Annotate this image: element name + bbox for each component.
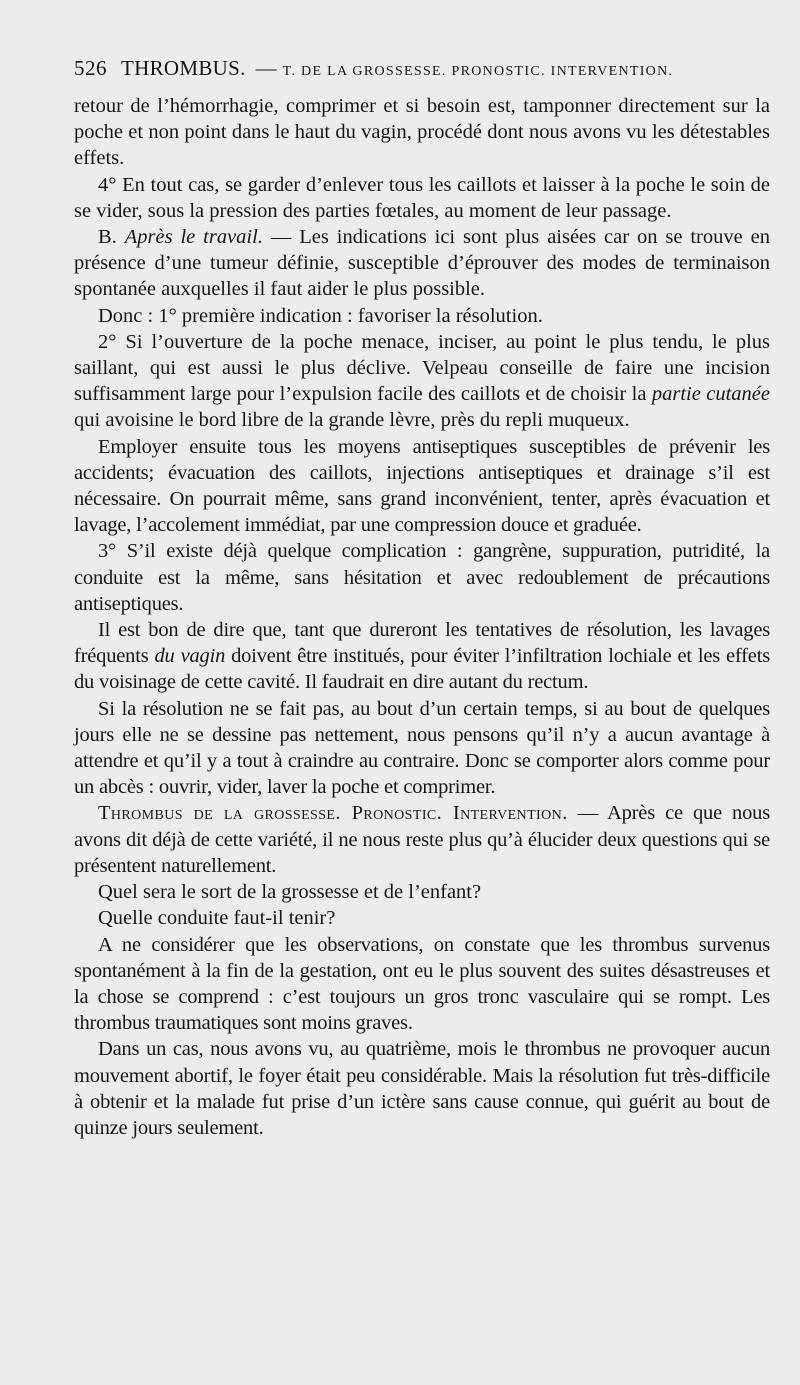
paragraph-10-text: — Après ce que nous avons dit déjà de cette variété, il ne nous reste plus qu’à élucider deux questions qui se présentent naturellement. [74, 802, 770, 877]
header-dash: — [255, 56, 277, 80]
paragraph-12: Quelle conduite faut-il tenir? [98, 907, 336, 930]
running-header [74, 56, 774, 90]
paragraph-13: A ne considérer que les observations, on constate que les thrombus survenus spontanément à la fin de la gestation, ont eu le plus souvent des suites désastreuses et la chose se comprend : c’est toujours un gros tronc vasculaire qui se rompt. Les thrombus traumatiques sont moins graves. [74, 933, 770, 1035]
paragraph-8-italic: du vagin [154, 645, 226, 668]
paragraph-6: Employer ensuite tous les moyens antiseptiques susceptibles de prévenir les accidents; évacuation des caillots, injections antiseptiques et drainage s’il est nécessaire. On pourrait même, sans grand inconvénient, tenter, après évacuation et lavage, l’accolement immédiat, par une compression douce et graduée. [74, 435, 770, 537]
paragraph-5-after: qui avoisine le bord libre de la grande lèvre, près du repli muqueux. [74, 409, 630, 432]
subsection-heading: Thrombus de la grossesse. Pronostic. Intervention. [98, 802, 568, 825]
paragraph-8-before: Il est bon de dire que, tant que dureront les tentatives de résolution, les lavages fréquents [74, 619, 770, 668]
body-text [74, 93, 770, 1141]
paragraph-3-text: — Les indications ici sont plus aisées car on se trouve en présence d’une tumeur définie, susceptible d’éprouver des modes de terminaison spontanée auxquelles il faut aider le plus possible. [74, 226, 770, 301]
paragraph-11: Quel sera le sort de la grossesse et de l’enfant? [98, 881, 482, 904]
paragraph-14: Dans un cas, nous avons vu, au quatrième, mois le thrombus ne provoquer aucun mouvement abortif, le foyer était peu considérable. Mais la résolution fut très-difficile à obtenir et la malade fut prise d’un ictère sans cause connue, qui guérit au bout de quinze jours seulement. [74, 1038, 770, 1139]
paragraph-7: 3° S’il existe déjà quelque complication : gangrène, suppuration, putridité, la conduite est la même, sans hésitation et avec redoublement de précautions antiseptiques. [74, 540, 770, 615]
paragraph-1: retour de l’hémorrhagie, comprimer et si besoin est, tamponner directement sur la poche et non point dans le haut du vagin, procédé dont nous avons vu les détestables effets. [74, 95, 770, 170]
paragraph-8-after: doivent être institués, pour éviter l’infiltration lochiale et les effets du voisinage de cette cavité. Il faudrait en dire autant du rectum. [74, 645, 770, 694]
paragraph-5-before: 2° Si l’ouverture de la poche menace, inciser, au point le plus tendu, le plus saillant, qui est aussi le plus déclive. Velpeau conseille de faire une incision suffisamment large pour l’expulsion facile des caillots et de choisir la [74, 330, 770, 406]
paragraph-5 [74, 329, 770, 434]
section-heading: Après le travail. [124, 226, 263, 249]
paragraph-10 [74, 800, 770, 879]
paragraph-3 [74, 224, 770, 303]
paragraph-2: 4° En tout cas, se garder d’enlever tous les caillots et laisser à la poche le soin de se vider, sous la pression des parties fœtales, au moment de leur passage. [74, 173, 770, 222]
paragraph-9: Si la résolution ne se fait pas, au bout d’un certain temps, si au bout de quelques jours elle ne se dessine pas nettement, nous pensons qu’il n’y a aucun avantage à attendre et qu’il y a tout à craindre au contraire. Donc se comporter alors comme pour un abcès : ouvrir, vider, laver la poche et comprimer. [74, 697, 770, 799]
header-title: THROMBUS. [121, 56, 246, 80]
paragraph-5-italic: partie cutanée [651, 383, 770, 406]
paragraph-8 [74, 617, 770, 696]
paragraph-4: Donc : 1° première indication : favoriser la résolution. [98, 304, 543, 327]
page-number: 526 [74, 56, 107, 80]
header-subtitle: T. DE LA GROSSESSE. PRONOSTIC. INTERVENTION. [282, 64, 674, 79]
section-letter: B. [98, 226, 117, 249]
